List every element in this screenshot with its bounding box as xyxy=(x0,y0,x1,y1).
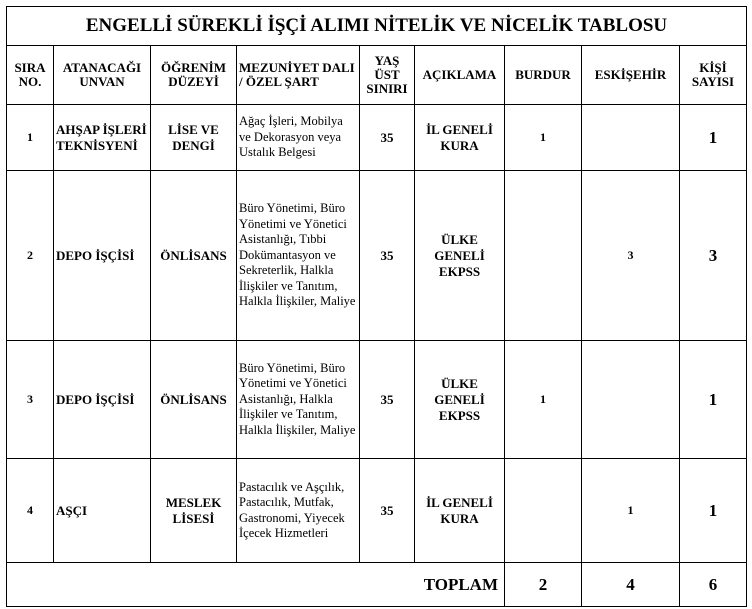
row-no: 1 xyxy=(7,105,54,171)
row-aciklama: İL GENELİ KURA xyxy=(415,105,505,171)
row-unvan: DEPO İŞÇİSİ xyxy=(54,341,151,459)
table-title: ENGELLİ SÜREKLİ İŞÇİ ALIMI NİTELİK VE NİCELİK TABLOSU xyxy=(7,7,747,46)
row-kisi: 1 xyxy=(680,105,747,171)
row-no: 2 xyxy=(7,171,54,341)
table-row xyxy=(7,105,747,171)
row-no: 3 xyxy=(7,341,54,459)
total-row xyxy=(7,563,747,607)
row-aciklama: ÜLKE GENELİ EKPSS xyxy=(415,171,505,341)
table-row xyxy=(7,171,747,341)
row-eskisehir: 3 xyxy=(582,171,680,341)
row-mezuniyet: Pastacılık ve Aşçılık, Pastacılık, Mutfak, Gastronomi, Yiyecek İçecek Hizmetleri xyxy=(237,459,360,563)
total-burdur: 2 xyxy=(505,563,582,607)
row-kisi: 3 xyxy=(680,171,747,341)
total-label: TOPLAM xyxy=(7,563,505,607)
row-no: 4 xyxy=(7,459,54,563)
row-unvan: AHŞAP İŞLERİ TEKNİSYENİ xyxy=(54,105,151,171)
header-unvan: ATANACAĞI UNVAN xyxy=(54,46,151,105)
row-ogrenim: ÖNLİSANS xyxy=(151,341,237,459)
header-aciklama: AÇIKLAMA xyxy=(415,46,505,105)
row-ogrenim: LİSE VE DENGİ xyxy=(151,105,237,171)
total-kisi: 6 xyxy=(680,563,747,607)
row-ogrenim: ÖNLİSANS xyxy=(151,171,237,341)
row-eskisehir xyxy=(582,341,680,459)
row-aciklama: ÜLKE GENELİ EKPSS xyxy=(415,341,505,459)
staffing-table xyxy=(6,6,747,607)
header-yas: YAŞ ÜST SINIRI xyxy=(360,46,415,105)
row-eskisehir xyxy=(582,105,680,171)
row-burdur xyxy=(505,459,582,563)
row-aciklama: İL GENELİ KURA xyxy=(415,459,505,563)
header-row xyxy=(7,46,747,105)
header-burdur: BURDUR xyxy=(505,46,582,105)
row-unvan: DEPO İŞÇİSİ xyxy=(54,171,151,341)
header-sira: SIRA NO. xyxy=(7,46,54,105)
row-yas: 35 xyxy=(360,105,415,171)
row-mezuniyet: Büro Yönetimi, Büro Yönetimi ve Yönetici Asistanlığı, Halkla İlişkiler ve Tanıtım, Halkla İlişkiler, Maliye xyxy=(237,341,360,459)
row-mezuniyet: Büro Yönetimi, Büro Yönetimi ve Yönetici Asistanlığı, Tıbbi Dokümantasyon ve Sekreterlik, Halkla İlişkiler ve Tanıtım, Halkla İlişkiler, Maliye xyxy=(237,171,360,341)
row-burdur xyxy=(505,171,582,341)
table-row xyxy=(7,341,747,459)
total-eskisehir: 4 xyxy=(582,563,680,607)
row-yas: 35 xyxy=(360,171,415,341)
header-kisi: KİŞİ SAYISI xyxy=(680,46,747,105)
row-ogrenim: MESLEK LİSESİ xyxy=(151,459,237,563)
row-burdur: 1 xyxy=(505,105,582,171)
row-kisi: 1 xyxy=(680,459,747,563)
header-ogrenim: ÖĞRENİM DÜZEYİ xyxy=(151,46,237,105)
header-eskisehir: ESKİŞEHİR xyxy=(582,46,680,105)
row-yas: 35 xyxy=(360,459,415,563)
row-eskisehir: 1 xyxy=(582,459,680,563)
header-mezuniyet: MEZUNİYET DALI / ÖZEL ŞART xyxy=(237,46,360,105)
row-kisi: 1 xyxy=(680,341,747,459)
row-unvan: AŞÇI xyxy=(54,459,151,563)
table-row xyxy=(7,459,747,563)
row-yas: 35 xyxy=(360,341,415,459)
row-mezuniyet: Ağaç İşleri, Mobilya ve Dekorasyon veya Ustalık Belgesi xyxy=(237,105,360,171)
row-burdur: 1 xyxy=(505,341,582,459)
